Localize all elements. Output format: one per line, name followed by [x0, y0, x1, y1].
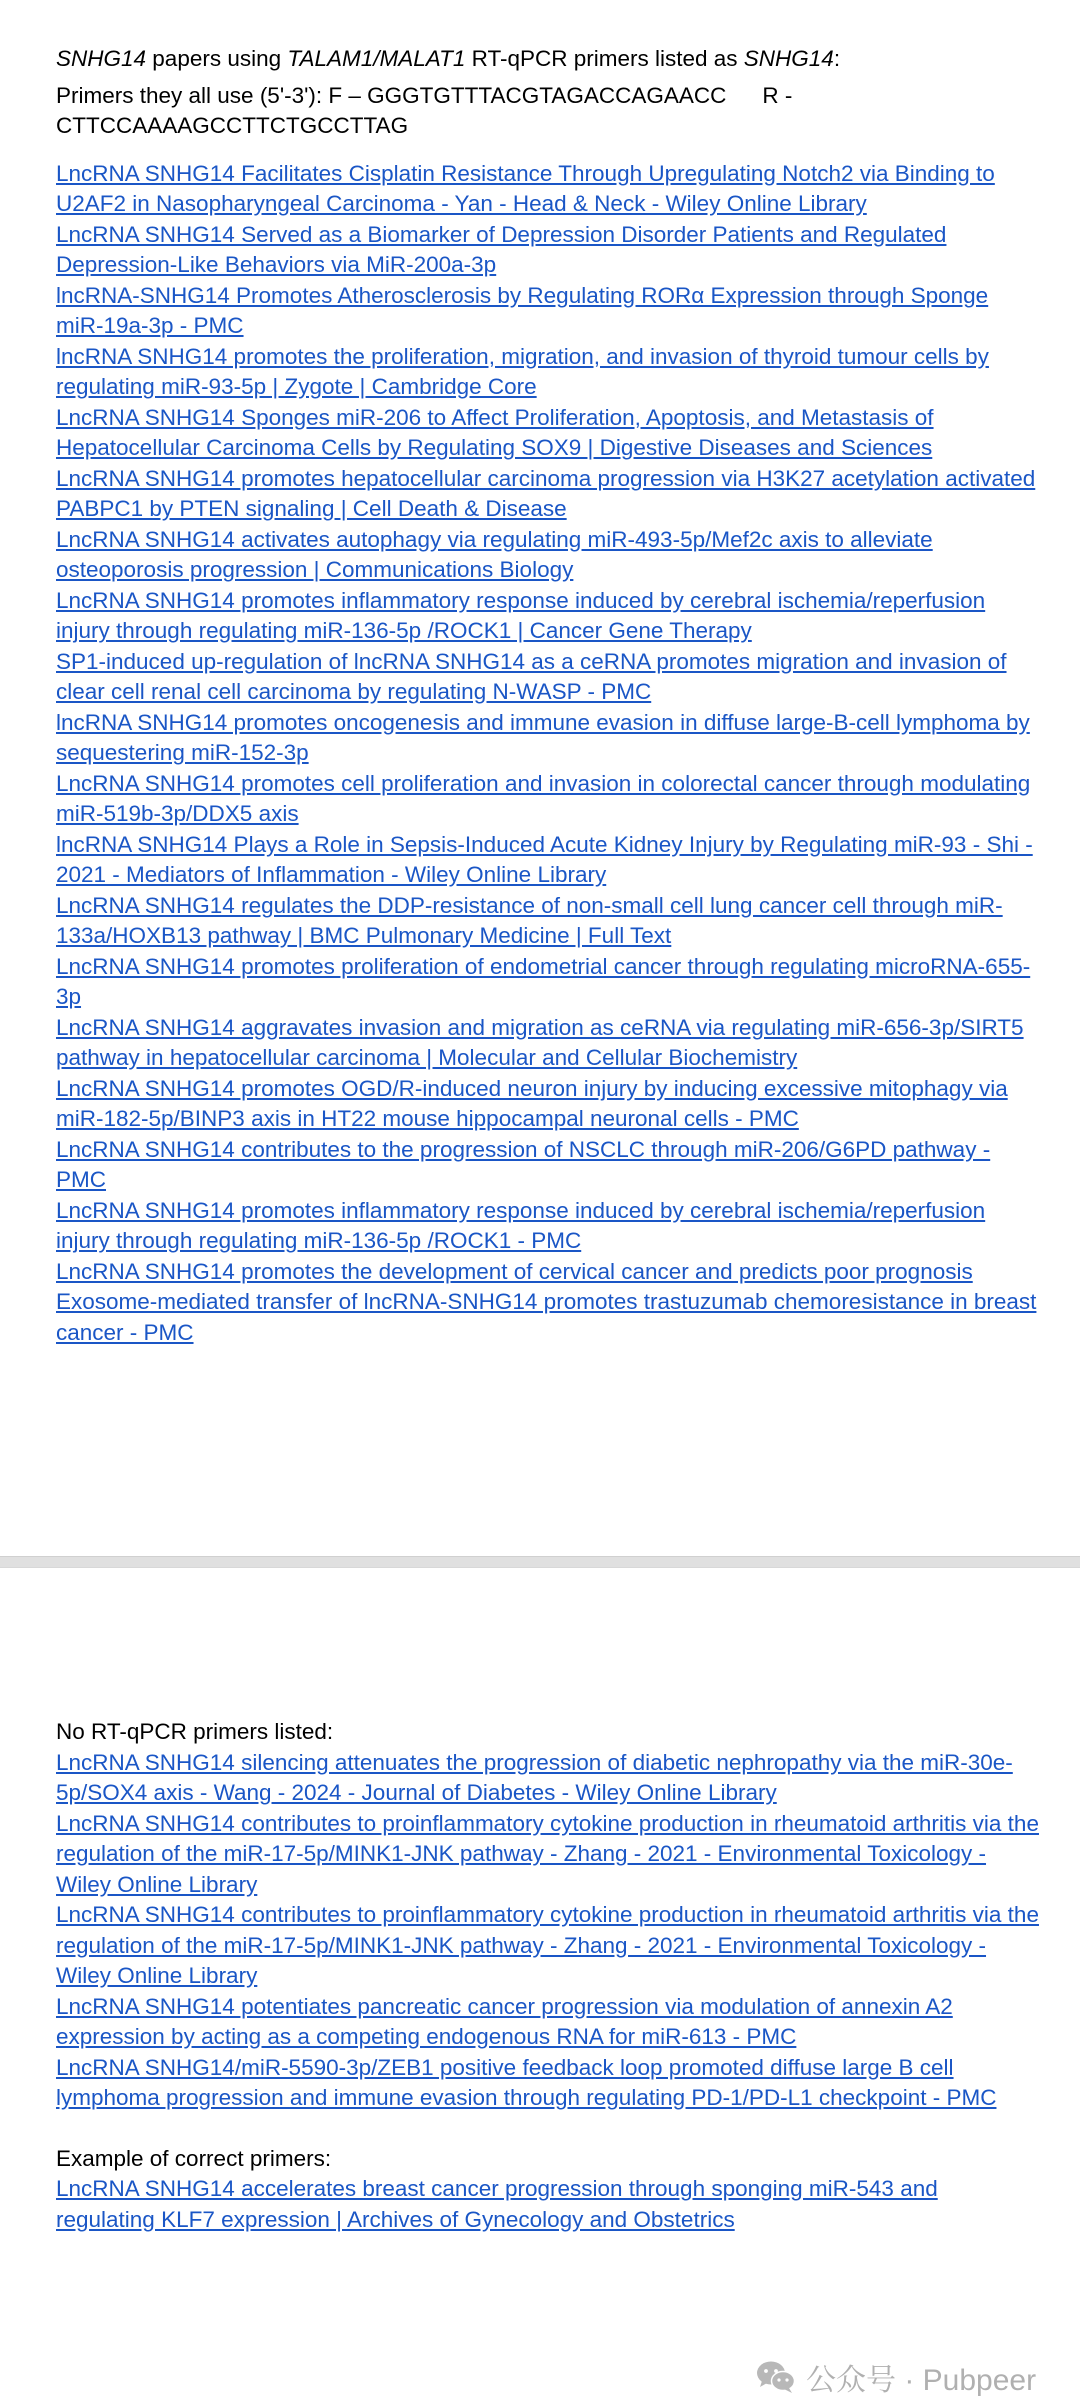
paper-link[interactable]: LncRNA SNHG14 Served as a Biomarker of Depression Disorder Patients and Regulated Depression-Like Behaviors via MiR-200a-3p	[56, 221, 947, 277]
paper-link-list	[56, 159, 1040, 1349]
paper-link[interactable]: LncRNA SNHG14 potentiates pancreatic cancer progression via modulation of annexin A2 expression by acting as a competing endogenous RNA for miR-613 - PMC	[56, 1993, 953, 2049]
paper-link[interactable]: LncRNA SNHG14 regulates the DDP-resistance of non-small cell lung cancer cell through miR-133a/HOXB13 pathway | BMC Pulmonary Medicine | Full Text	[56, 892, 1003, 948]
paper-link[interactable]: LncRNA SNHG14 promotes inflammatory response induced by cerebral ischemia/reperfusion injury through regulating miR-136-5p /ROCK1 - PMC	[56, 1197, 986, 1253]
paper-link[interactable]: lncRNA SNHG14 promotes oncogenesis and immune evasion in diffuse large-B-cell lymphoma by sequestering miR-152-3p	[56, 709, 1030, 765]
heading-text-2: RT-qPCR primers listed as	[465, 46, 744, 71]
list-item	[56, 464, 1040, 525]
paper-link[interactable]: lncRNA SNHG14 Plays a Role in Sepsis-Induced Acute Kidney Injury by Regulating miR-93 - Shi - 2021 - Mediators of Inflammation - Wiley Online Library	[56, 831, 1033, 887]
list-item	[56, 525, 1040, 586]
list-item	[56, 2174, 1040, 2235]
paper-link[interactable]: LncRNA SNHG14 aggravates invasion and migration as ceRNA via regulating miR-656-3p/SIRT5 pathway in hepatocellular carcinoma | Molecular and Cellular Biochemistry	[56, 1014, 1024, 1070]
paper-link[interactable]: lncRNA-SNHG14 Promotes Atherosclerosis by Regulating RORα Expression through Sponge miR-19a-3p - PMC	[56, 282, 989, 338]
list-item	[56, 1074, 1040, 1135]
paper-link[interactable]: LncRNA SNHG14/miR-5590-3p/ZEB1 positive feedback loop promoted diffuse large B cell lymphoma progression and immune evasion through regulating PD-1/PD-L1 checkpoint - PMC	[56, 2054, 997, 2110]
paper-link[interactable]: LncRNA SNHG14 silencing attenuates the progression of diabetic nephropathy via the miR-30e-5p/SOX4 axis - Wang - 2024 - Journal of Diabetes - Wiley Online Library	[56, 1749, 1013, 1805]
paper-link[interactable]: LncRNA SNHG14 promotes the development of cervical cancer and predicts poor prognosis	[56, 1258, 973, 1284]
paper-link[interactable]: LncRNA SNHG14 contributes to proinflammatory cytokine production in rheumatoid arthritis via the regulation of the miR-17-5p/MINK1-JNK pathway - Zhang - 2021 - Environmental Toxicology - Wiley Online Library	[56, 1810, 1039, 1897]
list-item	[56, 769, 1040, 830]
list-item	[56, 1135, 1040, 1196]
watermark-text: 公众号 · Pubpeer	[806, 2364, 1037, 2397]
no-primers-label: No RT-qPCR primers listed:	[56, 1719, 334, 1744]
list-item	[56, 830, 1040, 891]
paper-link[interactable]: SP1-induced up-regulation of lncRNA SNHG14 as a ceRNA promotes migration and invasion of clear cell renal cell carcinoma by regulating N-WASP - PMC	[56, 648, 1007, 704]
paper-link[interactable]: LncRNA SNHG14 Sponges miR-206 to Affect Proliferation, Apoptosis, and Metastasis of Hepatocellular Carcinoma Cells by Regulating SOX9 | Digestive Diseases and Sciences	[56, 404, 934, 460]
list-item	[56, 1257, 1040, 1288]
forward-primer: Primers they all use (5'-3'): F – GGGTGTTTACGTAGACCAGAACC	[56, 82, 727, 108]
list-item	[56, 1748, 1040, 1809]
heading-gene: SNHG14	[56, 46, 147, 71]
paper-link[interactable]: Exosome-mediated transfer of lncRNA-SNHG14 promotes trastuzumab chemoresistance in breast cancer - PMC	[56, 1289, 1037, 1345]
paper-link[interactable]: LncRNA SNHG14 activates autophagy via regulating miR-493-5p/Mef2c axis to alleviate osteoporosis progression | Communications Biology	[56, 526, 933, 582]
primer-papers-section	[56, 44, 1040, 1348]
list-item	[56, 1287, 1040, 1348]
paper-link[interactable]: LncRNA SNHG14 promotes hepatocellular carcinoma progression via H3K27 acetylation activated PABPC1 by PTEN signaling | Cell Death & Disease	[56, 465, 1036, 521]
primer-sequences	[56, 81, 1040, 142]
list-item	[56, 342, 1040, 403]
list-item	[56, 281, 1040, 342]
example-label: Example of correct primers:	[56, 2145, 332, 2171]
list-item	[56, 891, 1040, 952]
list-item	[56, 647, 1040, 708]
list-item	[56, 708, 1040, 769]
list-item	[56, 586, 1040, 647]
list-item	[56, 952, 1040, 1013]
list-item	[56, 2053, 1040, 2114]
paper-link[interactable]: LncRNA SNHG14 promotes proliferation of endometrial cancer through regulating microRNA-655-3p	[56, 953, 1031, 1009]
list-item	[56, 1013, 1040, 1074]
no-primer-link-list	[56, 1748, 1040, 2114]
list-item	[56, 1809, 1040, 1901]
paper-link[interactable]: lncRNA SNHG14 promotes the proliferation, migration, and invasion of thyroid tumour cells by regulating miR-93-5p | Zygote | Cambridge Core	[56, 343, 989, 399]
spacer	[56, 2114, 1040, 2144]
list-item	[56, 1900, 1040, 1992]
example-link-list	[56, 2174, 1040, 2235]
paper-link[interactable]: LncRNA SNHG14 promotes OGD/R-induced neuron injury by inducing excessive mitophagy via miR-182-5p/BINP3 axis in HT22 mouse hippocampal neuronal cells - PMC	[56, 1075, 1008, 1131]
reverse-primer: R - CTTCCAAAAGCCTTCTGCCTTAG	[56, 82, 793, 138]
paper-link[interactable]: LncRNA SNHG14 contributes to proinflammatory cytokine production in rheumatoid arthritis via the regulation of the miR-17-5p/MINK1-JNK pathway - Zhang - 2021 - Environmental Toxicology - Wiley Online Library	[56, 1902, 1039, 1988]
list-item	[56, 220, 1040, 281]
heading-colon: :	[833, 46, 841, 71]
wechat-icon	[756, 2360, 796, 2394]
section-divider	[0, 1556, 1080, 1568]
watermark	[756, 2359, 1036, 2395]
heading-text-1: papers using	[146, 46, 288, 71]
other-papers-section	[56, 1717, 1040, 2235]
list-item	[56, 1992, 1040, 2053]
list-item	[56, 403, 1040, 464]
list-item	[56, 1196, 1040, 1257]
paper-link[interactable]: LncRNA SNHG14 promotes cell proliferation and invasion in colorectal cancer through modulating miR-519b-3p/DDX5 axis	[56, 770, 1031, 826]
heading-lookalike-gene: TALAM1/MALAT1	[287, 46, 466, 71]
paper-link[interactable]: LncRNA SNHG14 contributes to the progression of NSCLC through miR-206/G6PD pathway - PMC	[56, 1136, 991, 1192]
list-item	[56, 159, 1040, 220]
paper-link[interactable]: LncRNA SNHG14 Facilitates Cisplatin Resistance Through Upregulating Notch2 via Binding to U2AF2 in Nasopharyngeal Carcinoma - Yan - Head & Neck - Wiley Online Library	[56, 160, 995, 216]
section-heading	[56, 44, 1040, 75]
paper-link[interactable]: LncRNA SNHG14 accelerates breast cancer progression through sponging miR-543 and regulating KLF7 expression | Archives of Gynecology and Obstetrics	[56, 2176, 938, 2232]
paper-link[interactable]: LncRNA SNHG14 promotes inflammatory response induced by cerebral ischemia/reperfusion injury through regulating miR-136-5p /ROCK1 | Cancer Gene Therapy	[56, 587, 986, 643]
heading-gene-2: SNHG14	[743, 46, 834, 71]
